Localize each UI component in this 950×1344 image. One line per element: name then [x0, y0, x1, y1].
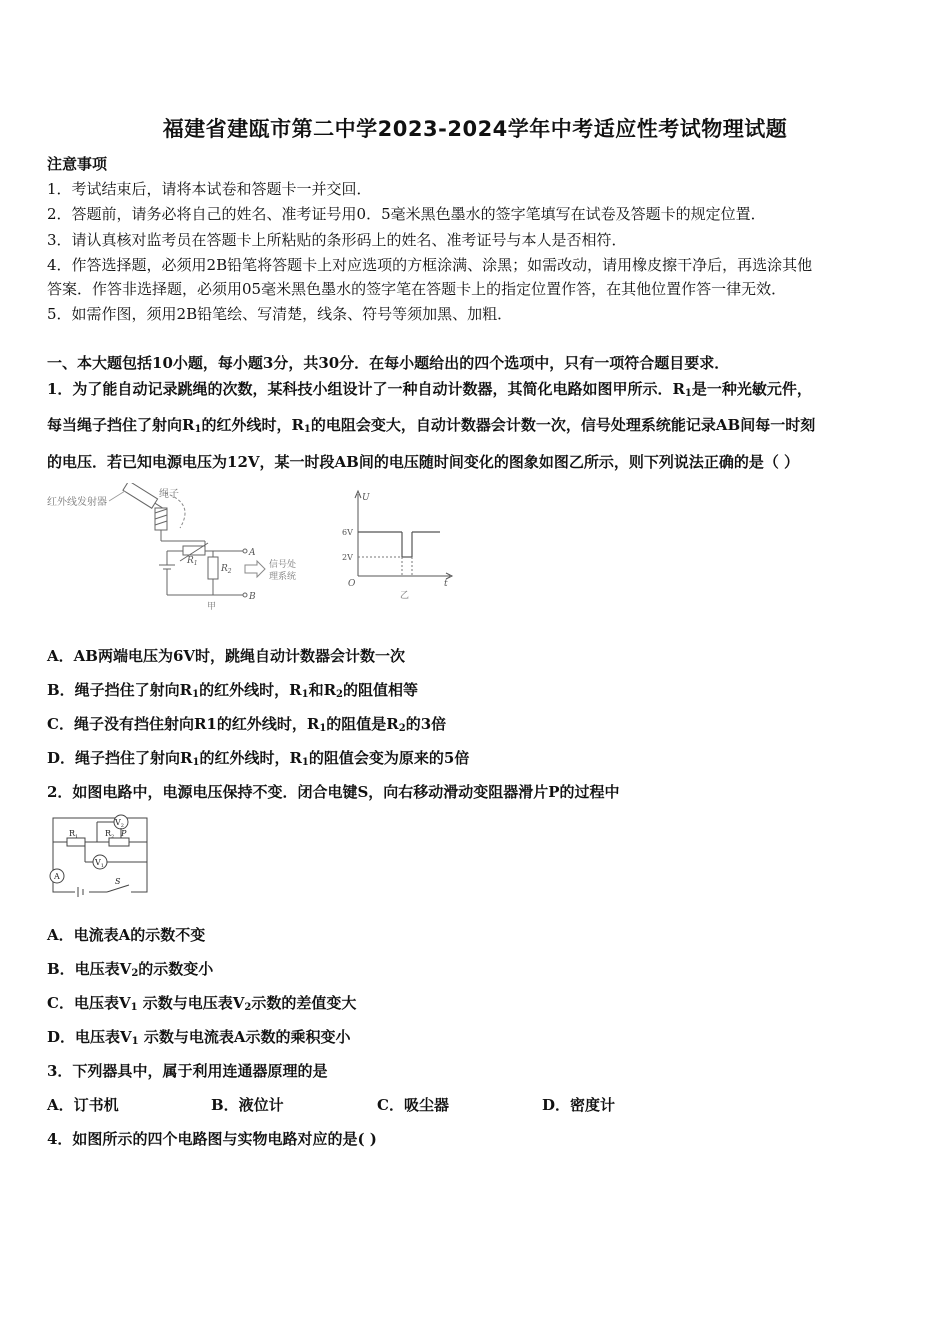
rope-label: 绳子: [159, 489, 179, 500]
terminal-a: A: [249, 548, 256, 558]
axis-t: t: [444, 579, 448, 589]
r2-label: $R_2$: [105, 829, 115, 840]
r2-label: $R_2$: [221, 564, 232, 575]
emitter-label: 红外线发射器: [47, 497, 107, 508]
q2-option-b: B．电压表$V_2$的示数变小: [47, 960, 214, 979]
r1-label: $R_1$: [69, 829, 79, 840]
page-title: 福建省建瓯市第二中学2023-2024学年中考适应性考试物理试题: [162, 117, 788, 141]
terminal-b: B: [249, 592, 256, 602]
q3-option-c: C．吸尘器: [377, 1096, 449, 1114]
notice-item: 5．如需作图，须用2B铅笔绘、写清楚，线条、符号等须加黑、加粗．: [47, 305, 513, 323]
fig-caption-yi: 乙: [400, 591, 410, 601]
q1-option-d: D．绳子挡住了射向$R_1$的红外线时，$R_1$的阻值会变为原来的5倍: [47, 749, 470, 768]
q3-stem: 3．下列器具中，属于利用连通器原理的是: [47, 1062, 328, 1080]
signal-label-1: 信号处: [269, 560, 297, 570]
q3-options: [47, 1094, 747, 1114]
fig-caption-jia: 甲: [207, 602, 217, 612]
q1-stem-line2: 每当绳子挡住了射向$R_1$的红外线时，$R_1$的电阻会变大，自动计数器会计数一次，信号处理系统能记录AB间每一时刻: [47, 416, 816, 435]
axis-u: U: [362, 493, 370, 503]
meter-v1-label: $V_1$: [95, 858, 104, 869]
slider-p-label: P: [121, 829, 127, 838]
r1-label: $R_1$: [187, 556, 198, 567]
signal-label-2: 理系统: [269, 572, 297, 582]
q2-option-c: C．电压表$V_1$ 示数与电压表$V_2$示数的差值变大: [47, 994, 357, 1013]
notice-item: 答案．作答非选择题，必须用05毫米黑色墨水的签字笔在答题卡上的指定位置作答，在其他位置作答一律无效．: [47, 280, 787, 298]
q1-stem-line3: 的电压．若已知电源电压为12V，某一时段AB间的电压随时间变化的图象如图乙所示，则下列说法正确的是（ ）: [47, 453, 800, 471]
meter-a-label: A: [54, 872, 60, 881]
section-heading: 一、本大题包括10小题，每小题3分，共30分．在每小题给出的四个选项中，只有一项符合题目要求．: [47, 354, 730, 372]
q1-option-b: B．绳子挡住了射向$R_1$的红外线时，$R_1$和$R_2$的阻值相等: [47, 681, 419, 700]
q3-option-d: D．密度计: [542, 1096, 616, 1114]
q4-stem: 4．如图所示的四个电路图与实物电路对应的是( ): [47, 1130, 377, 1148]
notice-item: 3．请认真核对监考员在答题卡上所粘贴的条形码上的姓名、准考证号与本人是否相符．: [47, 231, 627, 249]
q3-option-b: B．液位计: [211, 1096, 284, 1114]
q3-option-a: A．订书机: [47, 1096, 119, 1114]
tick-6v: 6V: [342, 528, 353, 537]
q2-option-a: A．电流表A的示数不变: [47, 926, 206, 944]
q2-option-d: D．电压表$V_1$ 示数与电流表A示数的乘积变小: [47, 1028, 351, 1047]
q1-circuit-figure: [45, 483, 325, 613]
switch-s-label: S: [115, 877, 121, 886]
q2-stem: 2．如图电路中，电源电压保持不变．闭合电键S，向右移动滑动变阻器滑片P的过程中: [47, 783, 620, 801]
notice-heading: 注意事项: [47, 155, 108, 173]
q2-circuit-figure: [45, 812, 155, 898]
notice-item: 2．答题前，请务必将自己的姓名、准考证号用0．5毫米黑色墨水的签字笔填写在试卷及答题卡的规定位置．: [47, 205, 766, 223]
notice-item: 4．作答选择题，必须用2B铅笔将答题卡上对应选项的方框涂满、涂黑；如需改动，请用橡皮擦干净后，再选涂其他: [47, 256, 813, 274]
tick-2v: 2V: [342, 553, 353, 562]
notice-item: 1．考试结束后，请将本试卷和答题卡一并交回．: [47, 180, 372, 198]
q1-stem-line1: 1．为了能自动记录跳绳的次数，某科技小组设计了一种自动计数器，其简化电路如图甲所示．$R_1$是一种光敏元件，: [47, 380, 812, 399]
q1-voltage-graph: [340, 488, 460, 603]
meter-v2-label: $V_2$: [115, 818, 124, 829]
axis-origin: O: [348, 579, 356, 589]
q1-option-c: C．绳子没有挡住射向R1的红外线时，$R_1$的阻值是$R_2$的3倍: [47, 715, 447, 734]
q1-option-a: A．AB两端电压为6V时，跳绳自动计数器会计数一次: [47, 647, 406, 665]
